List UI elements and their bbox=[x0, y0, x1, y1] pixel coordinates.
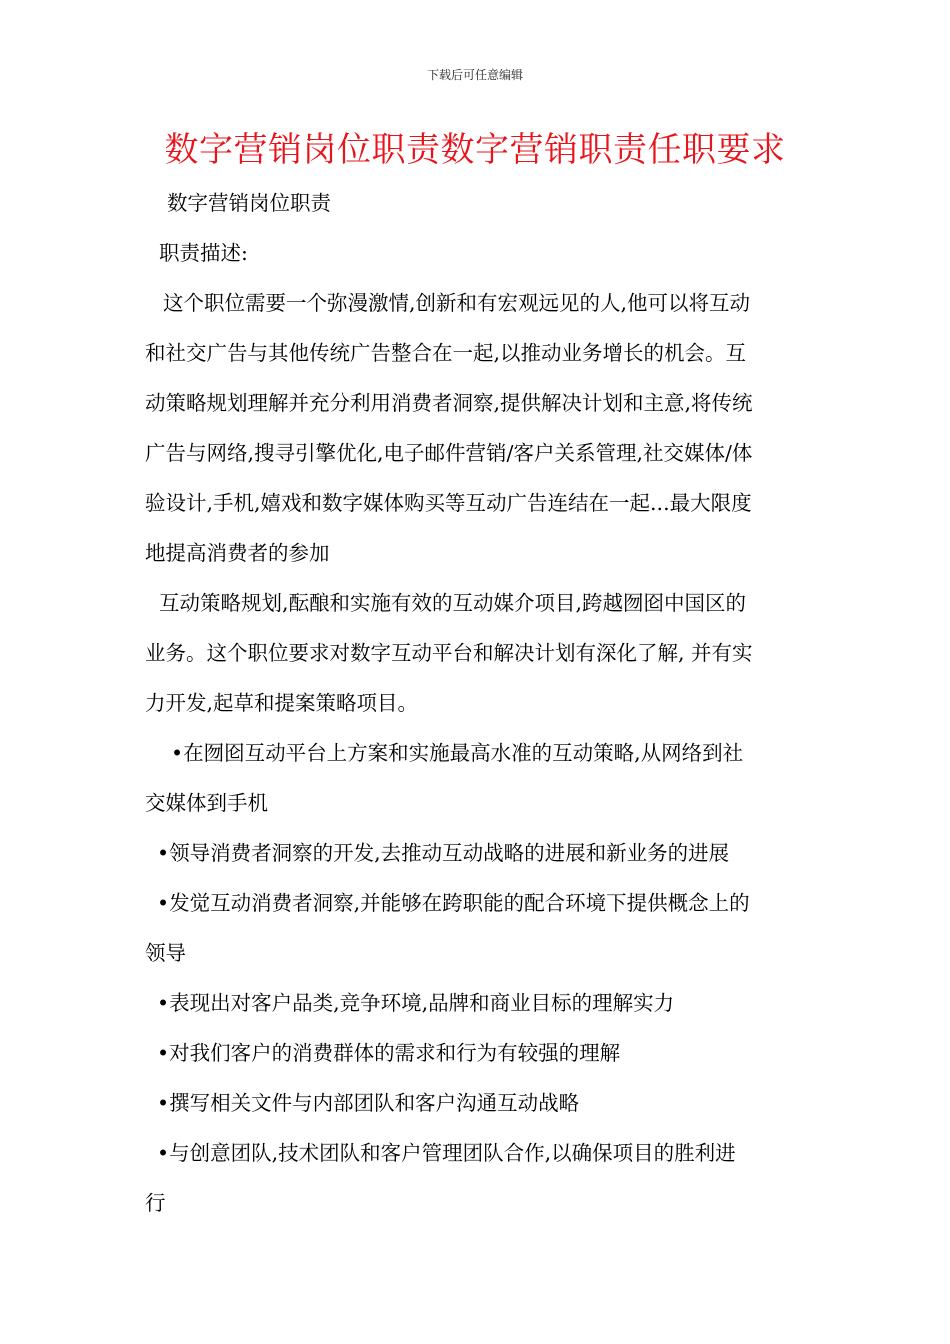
document-subtitle: 数字营销岗位职责 bbox=[167, 191, 331, 215]
header-note: 下载后可任意编辑 bbox=[426, 68, 523, 82]
bullet-item bbox=[145, 1078, 807, 1128]
bullet-line: •与创意团队,技术团队和客户管理团队合作,以确保项目的胜利进 bbox=[157, 1141, 736, 1165]
bullet-item bbox=[145, 878, 807, 978]
bullet-line: 行 bbox=[145, 1191, 166, 1215]
bullet-line: •撰写相关文件与内部团队和客户沟通互动战略 bbox=[157, 1091, 580, 1115]
document-title: 数字营销岗位职责数字营销职责任职要求 bbox=[164, 130, 786, 170]
bullet-item bbox=[145, 1028, 807, 1078]
bullet-item bbox=[145, 1128, 807, 1228]
document-body bbox=[145, 178, 807, 1228]
bullet-line: •领导消费者洞察的开发,去推动互动战略的进展和新业务的进展 bbox=[157, 841, 730, 865]
paragraph-1 bbox=[145, 278, 807, 578]
paragraph-2 bbox=[145, 578, 807, 728]
paragraph-line: 地提高消费者的参加 bbox=[145, 541, 330, 565]
paragraph-line: 广告与网络,搜寻引擎优化,电子邮件营销/客户关系管理,社交媒体/体 bbox=[145, 441, 753, 465]
paragraph-line: 动策略规划理解并充分利用消费者洞察,提供解决计划和主意,将传统 bbox=[145, 391, 753, 415]
paragraph-line: 这个职位需要一个弥漫激情,创新和有宏观远见的人,他可以将互动 bbox=[163, 291, 751, 315]
bullet-line: 交媒体到手机 bbox=[145, 791, 268, 815]
bullet-item bbox=[145, 978, 807, 1028]
bullet-line: •发觉互动消费者洞察,并能够在跨职能的配合环境下提供概念上的 bbox=[157, 891, 750, 915]
paragraph-line: 和社交广告与其他传统广告整合在一起,以推动业务增长的机会。互 bbox=[145, 341, 747, 365]
section-label: 职责描述: bbox=[159, 241, 248, 265]
paragraph-line: 互动策略规划,酝酿和实施有效的互动媒介项目,跨越囫囵中国区的 bbox=[159, 591, 747, 615]
paragraph-line: 力开发,起草和提案策略项目。 bbox=[145, 691, 419, 715]
paragraph-line: 验设计,手机,嬉戏和数字媒体购买等互动广告连结在一起...最大限度 bbox=[145, 491, 752, 515]
bullet-line: •对我们客户的消费群体的需求和行为有较强的理解 bbox=[157, 1041, 621, 1065]
bullet-item bbox=[145, 728, 807, 828]
bullet-line: 领导 bbox=[145, 941, 186, 965]
bullet-item bbox=[145, 828, 807, 878]
bullet-line: •在囫囵互动平台上方案和实施最高水准的互动策略,从网络到社 bbox=[171, 741, 744, 765]
paragraph-line: 业务。这个职位要求对数字互动平台和解决计划有深化了解, 并有实 bbox=[145, 641, 753, 665]
bullet-line: •表现出对客户品类,竞争环境,品牌和商业目标的理解实力 bbox=[157, 991, 675, 1015]
bullet-list bbox=[145, 728, 807, 1228]
